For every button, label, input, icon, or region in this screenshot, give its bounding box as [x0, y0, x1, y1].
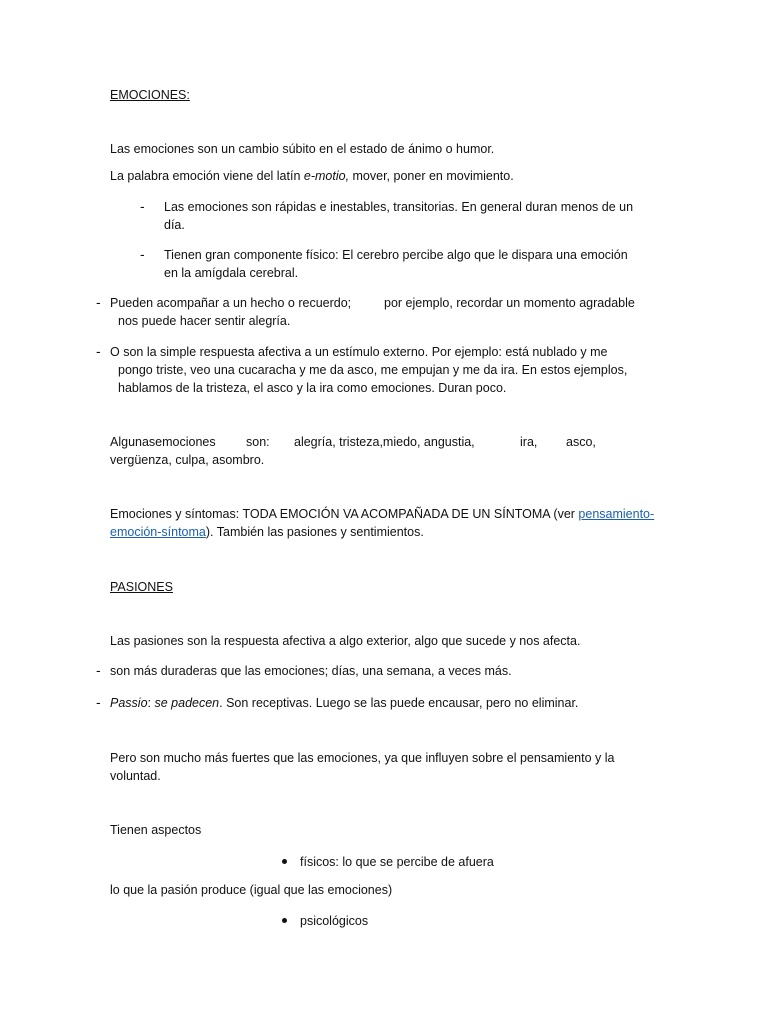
etymology-text-b: mover, poner en movimiento.	[349, 169, 514, 183]
pasiones-fuertes-line2: voluntad.	[110, 769, 161, 783]
sintomas-text-b: ). También las pasiones y sentimientos.	[205, 525, 424, 539]
aspecto-fisicos: físicos: lo que se percibe de afuera	[300, 855, 494, 869]
bullet-acompanar-line1a: Pueden acompañar a un hecho o recuerdo;	[110, 296, 352, 310]
bullet-rapidas-line2: día.	[164, 218, 185, 232]
bullet-rapidas-line1: Las emociones son rápidas e inestables, transitorias. En general duran menos de un	[164, 200, 634, 214]
aspectos-intro: Tienen aspectos	[110, 823, 202, 837]
bullet-respuesta-line3: hablamos de la tristeza, el asco y la ira como emociones. Duran poco.	[118, 381, 507, 395]
pasiones-definition: Las pasiones son la respuesta afectiva a algo exterior, algo que sucede y nos afecta.	[110, 634, 581, 648]
passio-rest: . Son receptivas. Luego se las puede encausar, pero no eliminar.	[219, 696, 579, 710]
bullet-fisico-line2: en la amígdala cerebral.	[164, 266, 299, 280]
dash-bullet: -	[140, 246, 145, 262]
algunas-list-a: alegría, tristeza,miedo, angustia,	[294, 435, 475, 449]
pasiones-fuertes-line1: Pero son mucho más fuertes que las emociones, ya que influyen sobre el pensamiento y la	[110, 751, 615, 765]
bullet-respuesta-line2: pongo triste, veo una cucaracha y me da asco, me empujan y me da ira. En estos ejemplos,	[118, 363, 628, 377]
passio-colon: :	[147, 696, 155, 710]
algunas-ira: ira,	[520, 435, 538, 449]
aspecto-psicologicos: psicológicos	[300, 914, 369, 928]
dash-bullet: -	[140, 198, 145, 214]
heading-emociones: EMOCIONES:	[110, 88, 190, 102]
dash-bullet: -	[96, 294, 101, 310]
passio-se-padecen: se padecen	[154, 696, 220, 710]
bullet-passio	[110, 694, 578, 712]
paragraph-definition: Las emociones son un cambio súbito en el estado de ánimo o humor.	[110, 142, 495, 156]
bullet-dot	[282, 859, 287, 864]
heading-pasiones: PASIONES	[110, 580, 173, 594]
pasion-produce: lo que la pasión produce (igual que las emociones)	[110, 883, 393, 897]
sintomas-text-a: Emociones y síntomas: TODA EMOCIÓN VA ACOMPAÑADA DE UN SÍNTOMA (ver	[110, 507, 579, 521]
paragraph-etymology	[110, 167, 514, 185]
bullet-dot	[282, 918, 287, 923]
link-pensamiento[interactable]: pensamiento-	[578, 507, 655, 521]
bullet-acompanar-line1b: por ejemplo, recordar un momento agradable	[384, 296, 635, 310]
bullet-fisico-line1: Tienen gran componente físico: El cerebro percibe algo que le dispara una emoción	[164, 248, 628, 262]
bullet-acompanar-line2: nos puede hacer sentir alegría.	[118, 314, 291, 328]
algunas-son: son:	[246, 435, 270, 449]
etymology-latin-term: e-motio,	[303, 169, 350, 183]
bullet-duraderas: son más duraderas que las emociones; días, una semana, a veces más.	[110, 664, 512, 678]
bullet-respuesta-line1: O son la simple respuesta afectiva a un estímulo externo. Por ejemplo: está nublado y me	[110, 345, 608, 359]
algunas-line2: vergüenza, culpa, asombro.	[110, 453, 265, 467]
link-emocion-sintoma[interactable]: emoción-síntoma	[110, 525, 206, 539]
algunas-label: Algunasemociones	[110, 435, 216, 449]
sintomas-line2	[110, 523, 424, 541]
dash-bullet: -	[96, 662, 101, 678]
sintomas-line1	[110, 505, 654, 523]
passio-term: Passio	[110, 696, 148, 710]
dash-bullet: -	[96, 694, 101, 710]
etymology-text-a: La palabra emoción viene del latín	[110, 169, 304, 183]
dash-bullet: -	[96, 343, 101, 359]
algunas-asco: asco,	[566, 435, 596, 449]
